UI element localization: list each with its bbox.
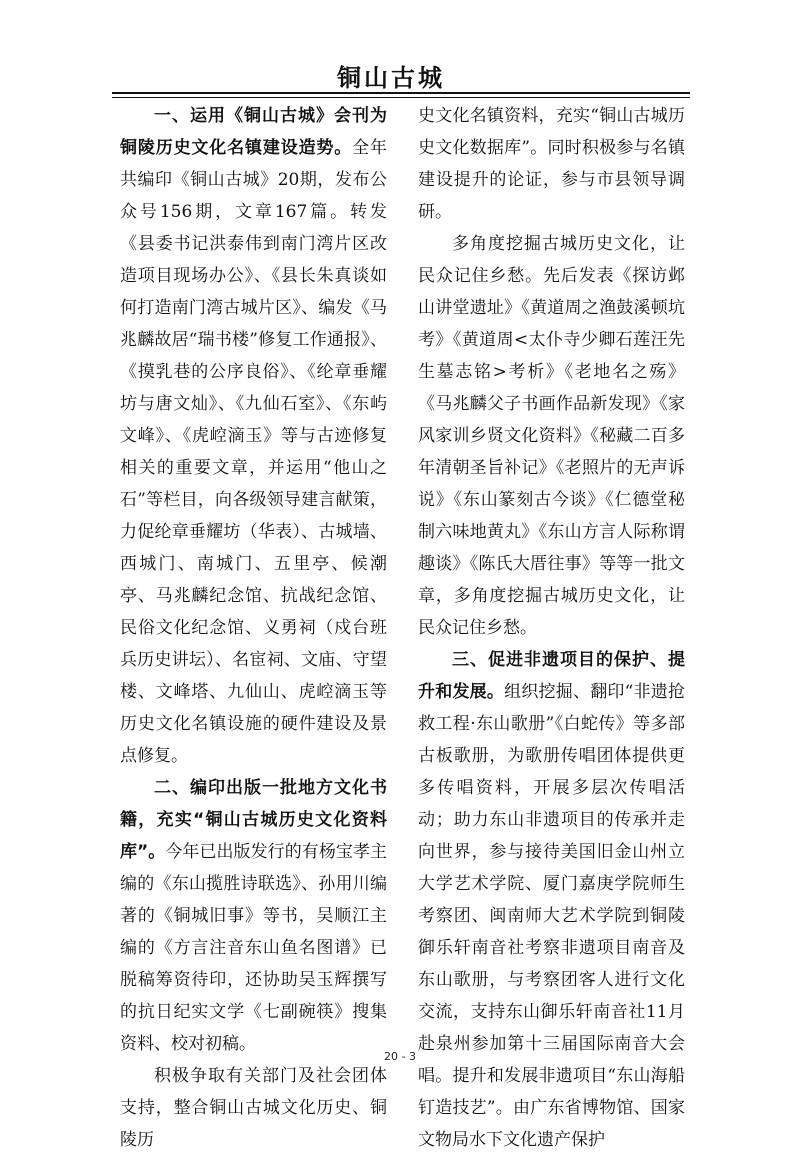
section-one-body: 全年共编印《铜山古城》20期，发布公众号156期，文章167篇。转发《县委书记洪泰伟到南门湾片区改造项目现场办公》、《县长朱真谈如何打造南门湾古城片区》、编发《马兆麟故居“瑞书楼”修复工作通报》、《摸乳巷的公序良俗》、《纶章垂耀坊与唐文灿》、《九仙石室》、《东屿文峰》、《虎崆滴玉》等与古迹修复相关的重要文章，并运用“他山之石”等栏目，向各级领导建言献策，力促纶章垂耀坊（华表）、古城墙、西城门、南城门、五里亭、候潮亭、马兆麟纪念馆、抗战纪念馆、民俗文化纪念馆、义勇祠（戍台班兵历史讲坛）、名宦祠、文庙、守望楼、文峰塔、九仙山、虎崆滴玉等历史文化名镇设施的硬件建设及景点修复。 <box>120 138 388 766</box>
right-text-column <box>418 100 685 1156</box>
section-two-body: 今年已出版发行的有杨宝孝主编的《东山揽胜诗联选》、孙用川编著的《铜城旧事》等书，吴顺江主编的《方言注音东山鱼名图谱》已脱稿筹资待印，还协助吴玉辉撰写的抗日纪实文学《七副碗筷》搜集资料、校对初稿。 <box>120 842 387 1054</box>
database-continuation-paragraph: 史文化名镇资料，充实“铜山古城历史文化数据库”。同时积极参与名镇建设提升的论证，参与市县领导调研。 <box>418 106 685 222</box>
section-three-body: 组织挖掘、翻印“非遗抢救工程·东山歌册”《白蛇传》等多部古板歌册，为歌册传唱团体提供更多传唱资料，开展多层次传唱活动；助力东山非遗项目的传承并走向世界，参与接待美国旧金山州立大学艺术学院、厦门嘉庚学院师生考察团、闽南师大艺术学院到铜陵御乐轩南音社考察非遗项目南音及东山歌册，与考察团客人进行文化交流，支持东山御乐轩南音社11月赴泉州参加第十三届国际南音大会唱。提升和发展非遗项目“东山海船钉造技艺”。由广东省博物馆、国家文物局水下文化遗产保护 <box>418 682 685 1150</box>
section-three-paragraph <box>418 644 685 1156</box>
section-two-paragraph <box>120 772 387 1060</box>
page-number: 20 - 3 <box>384 1050 416 1063</box>
support-paragraph: 积极争取有关部门及社会团体支持，整合铜山古城文化历史、铜陵历 <box>120 1066 387 1150</box>
section-three-heading: 三、促进非遗项目的保护、提升和发展。 <box>418 650 685 702</box>
left-text-column <box>120 100 387 1156</box>
section-one-heading: 一、运用《铜山古城》会刊为铜陵历史文化名镇建设造势。 <box>120 106 387 158</box>
page-header-title: 铜山古城 <box>337 63 445 92</box>
section-two-heading: 二、编印出版一批地方文化书籍，充实“铜山古城历史文化资料库”。 <box>120 778 387 862</box>
header-divider <box>112 92 690 98</box>
section-one-paragraph <box>120 100 387 772</box>
nostalgia-paragraph: 多角度挖掘古城历史文化，让民众记住乡愁。先后发表《探访邺山讲堂遗址》《黄道周之渔鼓溪顿坑考》《黄道周<太仆寺少卿石莲汪先生墓志铭>考析》《老地名之殇》《马兆麟父子书画作品新发现》《家风家训乡贤文化资料》《秘藏二百多年清朝圣旨补记》《老照片的无声诉说》《东山篆刻古今谈》《仁德堂秘制六味地黄丸》《东山方言人际称谓趣谈》《陈氏大厝往事》等等一批文章，多角度挖掘古城历史文化，让民众记住乡愁。 <box>418 234 685 638</box>
